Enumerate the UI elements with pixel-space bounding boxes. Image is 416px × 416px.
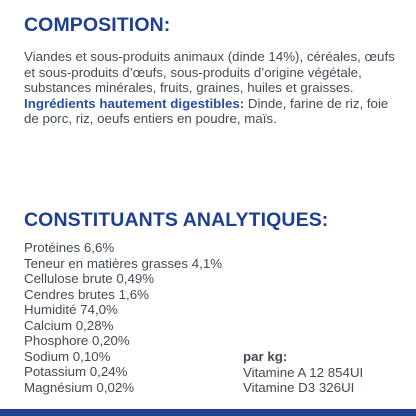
list-item: Magnésium 0,02% (24, 379, 135, 395)
list-item: Cellulose brute 0,49% (24, 271, 155, 286)
list-item: Sodium 0,10% (24, 348, 111, 364)
composition-text: Viandes et sous-produits animaux (dinde 14%), céréales, œufs et sous-produits d’œufs, sous-produits d’origine végétale, substances minérales, fruits, graines, huiles et graisses. (24, 49, 395, 96)
vitamins-list (243, 365, 363, 396)
list-item: Protéines 6,6% (24, 240, 115, 255)
bottom-accent-bar (0, 409, 416, 416)
digestible-ingredients-text: Dinde, farine de riz, foie de porc, riz, oeufs entiers en poudre, maïs. (24, 95, 389, 127)
list-item: Vitamine D3 326UI (243, 380, 355, 395)
list-item: Teneur en matières grasses 4,1% (24, 255, 223, 271)
list-item: Humidité 74,0% (24, 302, 118, 317)
vitamins-heading: par kg: (243, 349, 288, 364)
digestible-ingredients (24, 96, 404, 127)
digestible-ingredients-label: Ingrédients hautement digestibles: (24, 95, 245, 111)
list-item: Potassium 0,24% (24, 364, 128, 379)
composition-heading: COMPOSITION: (24, 14, 171, 36)
list-item: Cendres brutes 1,6% (24, 286, 149, 302)
list-item: Calcium 0,28% (24, 317, 114, 333)
list-item: Vitamine A 12 854UI (243, 364, 364, 380)
composition-section (24, 49, 404, 127)
vitamins-section (243, 349, 363, 396)
analytical-constituents-heading: CONSTITUANTS ANALYTIQUES: (24, 209, 329, 231)
list-item: Phosphore 0,20% (24, 333, 130, 348)
analytical-constituents-list (24, 240, 222, 395)
